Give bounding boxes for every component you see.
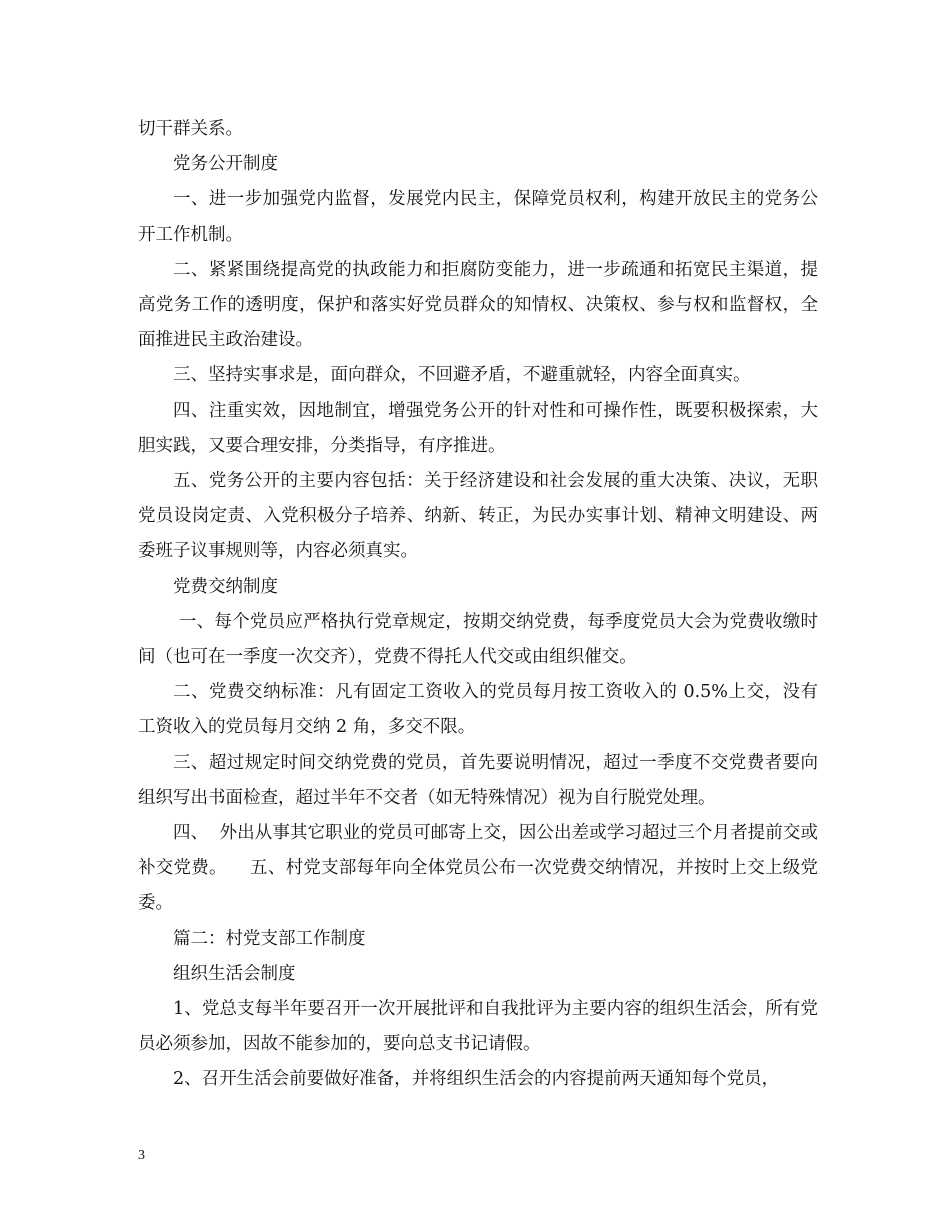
paragraph: 二、紧紧围绕提高党的执政能力和拒腐防变能力，进一步疏通和拓宽民主渠道，提高党务工作的透明度，保护和落实好党员群众的知情权、决策权、参与权和监督权，全面推进民主政治建设。 <box>138 259 818 351</box>
paragraph: 2、召开生活会前要做好准备，并将组织生活会的内容提前两天通知每个党员， <box>173 1069 780 1090</box>
paragraph: 切干群关系。 <box>138 119 243 139</box>
section-heading: 组织生活会制度 <box>173 963 296 984</box>
paragraph: 三、坚持实事求是，面向群众，不回避矛盾，不避重就轻，内容全面真实。 <box>173 365 751 386</box>
paragraph: 三、超过规定时间交纳党费的党员，首先要说明情况，超过一季度不交党费者要向组织写出书面检查，超过半年不交者（如无特殊情况）视为自行脱党处理。 <box>138 752 818 808</box>
paragraph: 二、党费交纳标准：凡有固定工资收入的党员每月按工资收入的 0.5%上交，没有工资收入的党员每月交纳 2 角，多交不限。 <box>138 682 818 738</box>
paragraph: 四、 外出从事其它职业的党员可邮寄上交，因公出差或学习超过三个月者提前交或补交党费。 五、村党支部每年向全体党员公布一次党费交纳情况，并按时上交上级党委。 <box>138 823 818 914</box>
paragraph: 1、党总支每半年要召开一次开展批评和自我批评为主要内容的组织生活会，所有党员必须参加，因故不能参加的，要向总支书记请假。 <box>138 999 818 1055</box>
page-number: 3 <box>138 1148 145 1163</box>
document-body <box>138 112 818 1098</box>
paragraph: 一、进一步加强党内监督，发展党内民主，保障党员权利，构建开放民主的党务公开工作机制。 <box>138 189 818 245</box>
section-heading: 党费交纳制度 <box>173 576 278 597</box>
paragraph: 五、党务公开的主要内容包括：关于经济建设和社会发展的重大决策、决议，无职党员设岗定责、入党积极分子培养、纳新、转正，为民办实事计划、精神文明建设、两委班子议事规则等，内容必须真实。 <box>138 471 818 562</box>
paragraph: 一、每个党员应严格执行党章规定，按期交纳党费，每季度党员大会为党费收缴时间（也可在一季度一次交齐），党费不得托人代交或由组织催交。 <box>138 611 818 668</box>
chapter-heading: 篇二：村党支部工作制度 <box>173 928 366 949</box>
paragraph: 四、注重实效，因地制宜，增强党务公开的针对性和可操作性，既要积极探索，大胆实践，又要合理安排，分类指导，有序推进。 <box>138 400 818 456</box>
section-heading: 党务公开制度 <box>173 154 278 175</box>
